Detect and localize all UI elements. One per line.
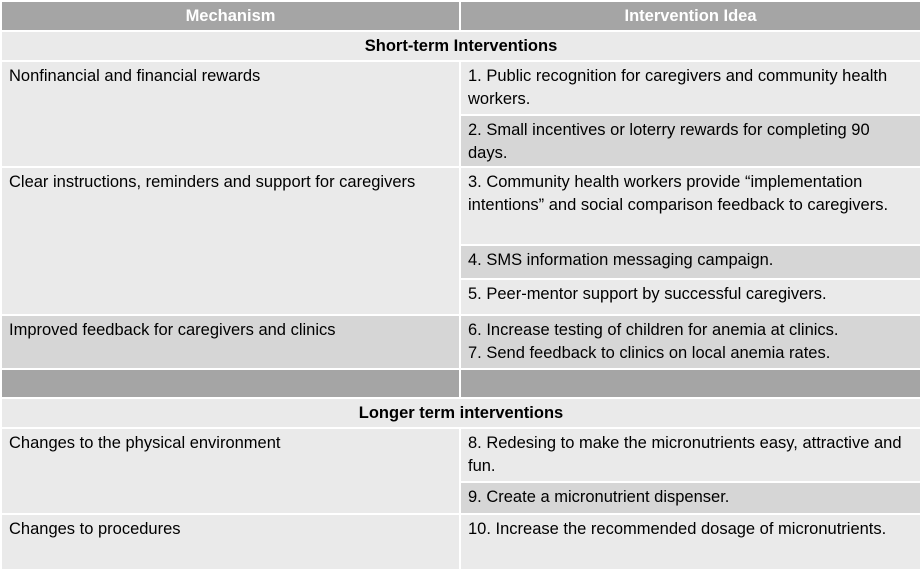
idea-cell: 2. Small incentives or loterry rewards for completing 90 days.: [460, 115, 920, 167]
mechanism-cell: Changes to the physical environment: [1, 428, 460, 514]
idea-cell: 4. SMS information messaging campaign.: [460, 245, 920, 279]
table-row: [1, 428, 920, 482]
header-row: [1, 1, 920, 31]
table-row: [1, 514, 920, 570]
mechanism-cell: Improved feedback for caregivers and clinics: [1, 315, 460, 369]
section-row-short-term: [1, 31, 920, 61]
mechanism-cell: Nonfinancial and financial rewards: [1, 61, 460, 167]
spacer-row: [1, 369, 920, 398]
table-row: [1, 315, 920, 369]
idea-cell: 8. Redesing to make the micronutrients easy, attractive and fun.: [460, 428, 920, 482]
idea-line: 6. Increase testing of children for anemia at clinics.: [468, 321, 839, 339]
section-title-short-term: Short-term Interventions: [1, 31, 920, 61]
mechanism-header: Mechanism: [1, 1, 460, 31]
idea-cell: [460, 315, 920, 369]
mechanism-cell: Clear instructions, reminders and support for caregivers: [1, 167, 460, 315]
idea-cell: 10. Increase the recommended dosage of micronutrients.: [460, 514, 920, 570]
idea-cell: 9. Create a micronutrient dispenser.: [460, 482, 920, 514]
spacer-cell: [460, 369, 920, 398]
idea-line: 7. Send feedback to clinics on local anemia rates.: [468, 344, 831, 362]
idea-cell: 3. Community health workers provide “implementation intentions” and social comparison feedback to caregivers.: [460, 167, 920, 245]
mechanism-cell: Changes to procedures: [1, 514, 460, 570]
idea-cell: 5. Peer-mentor support by successful caregivers.: [460, 279, 920, 315]
spacer-cell: [1, 369, 460, 398]
section-title-long-term: Longer term interventions: [1, 398, 920, 428]
section-row-long-term: [1, 398, 920, 428]
idea-cell: 1. Public recognition for caregivers and community health workers.: [460, 61, 920, 115]
intervention-header: Intervention Idea: [460, 1, 920, 31]
table-row: [1, 61, 920, 115]
table-row: [1, 167, 920, 245]
